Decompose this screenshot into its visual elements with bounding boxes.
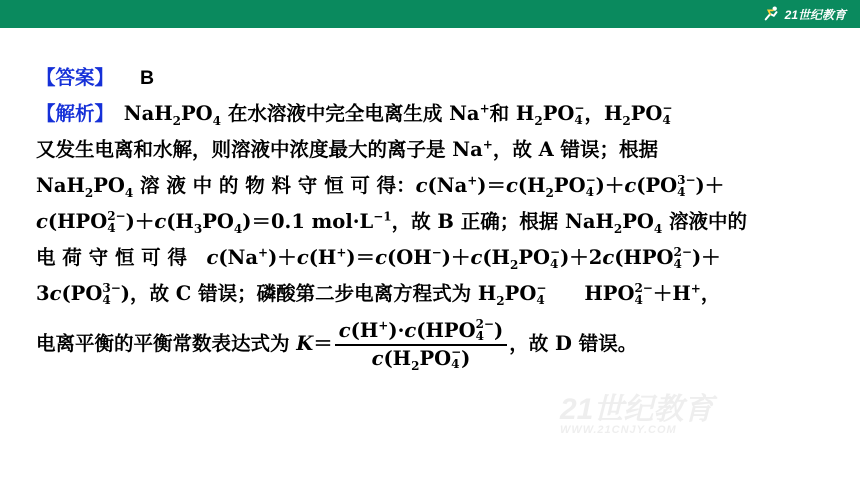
- analysis-line-6: 3c(PO 3− 4 )，故 C 错误；磷酸第二步电离方程式为 $H_2PO$ − 4 HPO 2− 4 ＋H+，: [36, 280, 721, 308]
- analysis-line-4: c(HPO 2− 4 )$+c(H_3PO_4)=0.1$ $mol\cdot L^{-1}$，故 B 正确；根据 $NaH_2PO_4$ 溶液中的: [36, 208, 748, 236]
- equilibrium-fraction: c(H+)·c(HPO 2− 4 ) $c(H_2PO$ − 4 ): [335, 318, 507, 372]
- answer-value: B: [140, 67, 155, 89]
- logo-text: 21世纪教育: [784, 7, 846, 22]
- top-banner: [0, 0, 860, 28]
- runner-logo-icon: [763, 5, 781, 23]
- watermark-text: 21世纪教育: [560, 393, 714, 426]
- analysis-line-2: 又发生电离和水解，则溶液中浓度最大的离子是 Na+，故 A 错误；根据: [36, 137, 659, 161]
- site-logo: [763, 4, 846, 24]
- solution-text: [36, 60, 836, 376]
- analysis-line-1: 【解析】 $NaH_2PO_4$ 在水溶液中完全电离生成 Na+和 $H_2PO$ − 4 ，$H_2PO$ − 4: [36, 100, 673, 128]
- answer-tag: 【答案】: [36, 66, 115, 89]
- answer-line: [36, 60, 836, 96]
- analysis-line-7: 电离平衡的平衡常数表达式为 K＝ c(H+)·c(HPO 2− 4 ) $c(H_2PO$ − 4 ) ，故 D 错误。: [36, 317, 638, 373]
- watermark-url: WWW.21CNJY.COM: [560, 424, 677, 436]
- analysis-line-5: 电 荷 守 恒 可 得 $c(Na^+)+c(H^+)=c(OH^-)+c(H_2PO$ − 4 )＋2c(HPO 2− 4 )＋: [36, 244, 721, 272]
- analysis-line-3: $NaH_2PO_4$ 溶 液 中 的 物 料 守 恒 可 得：$c(Na^+)=c(H_2PO$ − 4 )＋c(PO 3− 4 )＋: [36, 172, 725, 200]
- analysis-tag: 【解析】: [36, 102, 105, 125]
- watermark: [560, 384, 830, 454]
